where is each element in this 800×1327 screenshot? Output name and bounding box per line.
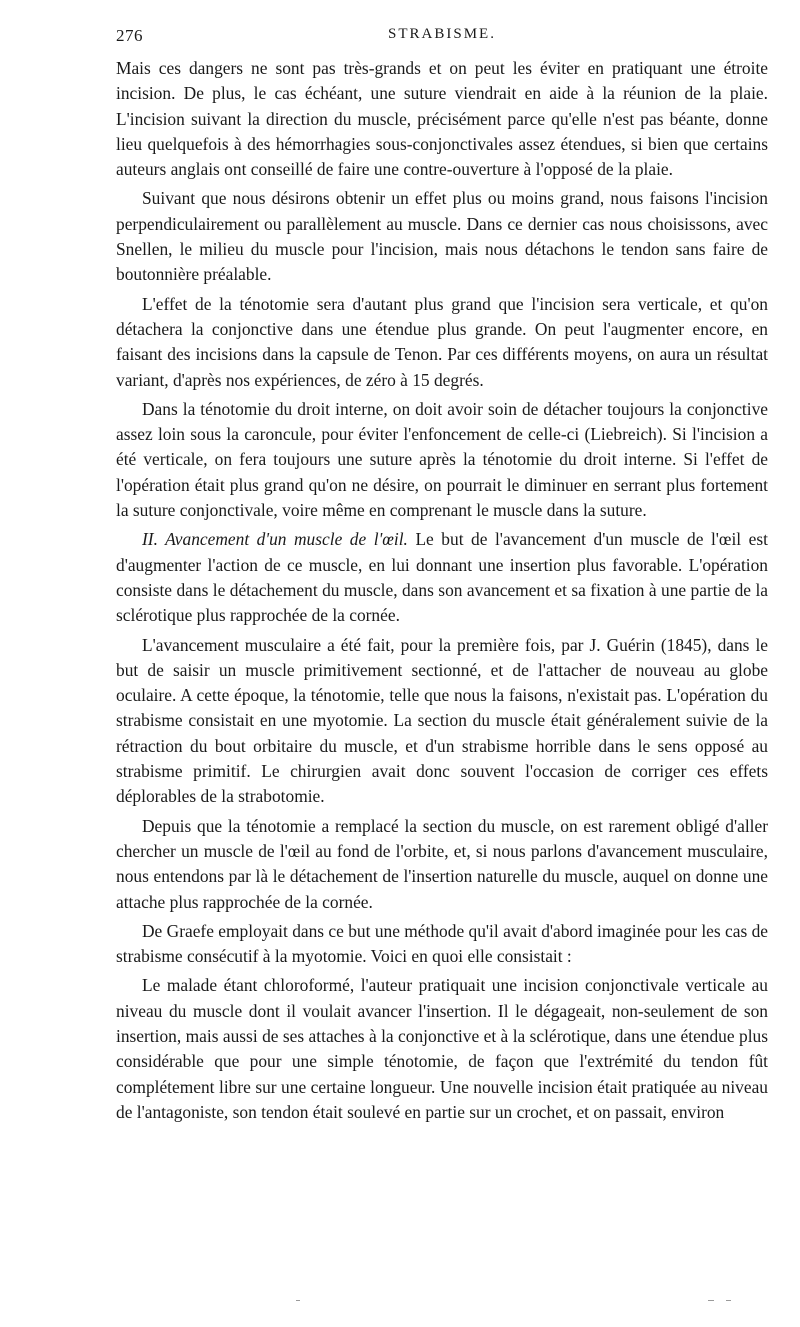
running-title: STRABISME. — [388, 26, 496, 42]
section-heading: II. Avancement d'un muscle de l'œil. — [142, 529, 408, 550]
paragraph: L'effet de la ténotomie sera d'autant plus grand que l'incision sera verticale, et qu'on détachera la conjonctive dans une étendue plus grande. On peut l'augmenter encore, en faisant des incisions dans la capsule de Tenon. Par ces différents moyens, on aura un résultat variant, d'après nos expériences, de zéro à 15 degrés. — [116, 293, 768, 390]
book-page — [116, 22, 768, 1129]
ink-speck — [708, 1300, 714, 1301]
ink-speck — [296, 1300, 300, 1301]
paragraph: Mais ces dangers ne sont pas très-grands et on peut les éviter en pratiquant une étroite incision. De plus, le cas échéant, une suture viendrait en aide à la réunion de la plaie. L'incision suivant la direction du muscle, précisément parce qu'elle n'est pas béante, donne lieu quelquefois à des hémorrhagies sous-conjonctivales assez étendues, si bien que certains auteurs anglais ont conseillé de faire une contre-ouverture à l'opposé de la plaie. — [116, 58, 768, 180]
section-text: Le but de l'avancement d'un muscle de l'œil est d'augmenter l'action de ce muscle, en lui donnant une insertion plus favorable. L'opération consiste dans le détachement du muscle, dans son avancement et sa fixation à une partie de la sclérotique plus rapprochée de la cornée. — [116, 529, 768, 626]
paragraph: Depuis que la ténotomie a remplacé la section du muscle, on est rarement obligé d'aller chercher un muscle de l'œil au fond de l'orbite, et, si nous parlons d'avancement musculaire, nous entendons par là le détachement de l'insertion naturelle du muscle, auquel on donne une attache plus rapprochée de la cornée. — [116, 815, 768, 912]
paragraph: Dans la ténotomie du droit interne, on doit avoir soin de détacher toujours la conjonctive assez loin sous la caroncule, pour éviter l'enfoncement de celle-ci (Liebreich). Si l'incision a été verticale, on fera toujours une suture après la ténotomie du droit interne. Si l'effet de l'opération était plus grand qu'on ne désire, on pourrait le diminuer en serrant plus fortement la suture conjonctivale, voire même en comprenant le muscle dans la suture. — [116, 398, 768, 521]
section-paragraph — [116, 527, 768, 628]
paragraph: Le malade étant chloroformé, l'auteur pratiquait une incision conjonctivale verticale au niveau du muscle dont il voulait avancer l'insertion. Il le dégageait, non-seulement de son insertion, mais aussi de ses attaches à la conjonctive et à la sclérotique, dans une étendue plus considérable que pour une simple ténotomie, de façon que l'extrémité du tendon fût complétement libre sur une certaine longueur. Une nouvelle incision était pratiquée au niveau de l'antagoniste, son tendon était soulevé en partie sur un crochet, et on passait, environ — [116, 975, 768, 1122]
paragraph: De Graefe employait dans ce but une méthode qu'il avait d'abord imaginée pour les cas de strabisme consécutif à la myotomie. Voici en quoi elle consistait : — [116, 920, 768, 967]
body-text — [116, 56, 768, 1125]
page-number: 276 — [116, 26, 143, 45]
page-header — [116, 22, 768, 56]
paragraph: L'avancement musculaire a été fait, pour la première fois, par J. Guérin (1845), dans le but de saisir un muscle primitivement sectionné, et de l'attacher de nouveau au globe oculaire. A cette époque, la ténotomie, telle que nous la faisons, n'existait pas. L'opération du strabisme consistait en une myotomie. La section du muscle était généralement suivie de la rétraction du bout orbitaire du muscle, et d'un strabisme horrible dans le sens opposé au strabisme primitif. Le chirurgien avait donc souvent l'occasion de corriger ces effets déplorables de la strabotomie. — [116, 634, 768, 807]
page-bottom-marks — [0, 1300, 800, 1310]
ink-speck — [726, 1300, 731, 1301]
paragraph: Suivant que nous désirons obtenir un effet plus ou moins grand, nous faisons l'incision perpendiculairement ou parallèlement au muscle. Dans ce dernier cas nous choisissons, avec Snellen, le milieu du muscle pour l'incision, mais nous détachons le tendon sans faire de boutonnière préalable. — [116, 188, 768, 285]
